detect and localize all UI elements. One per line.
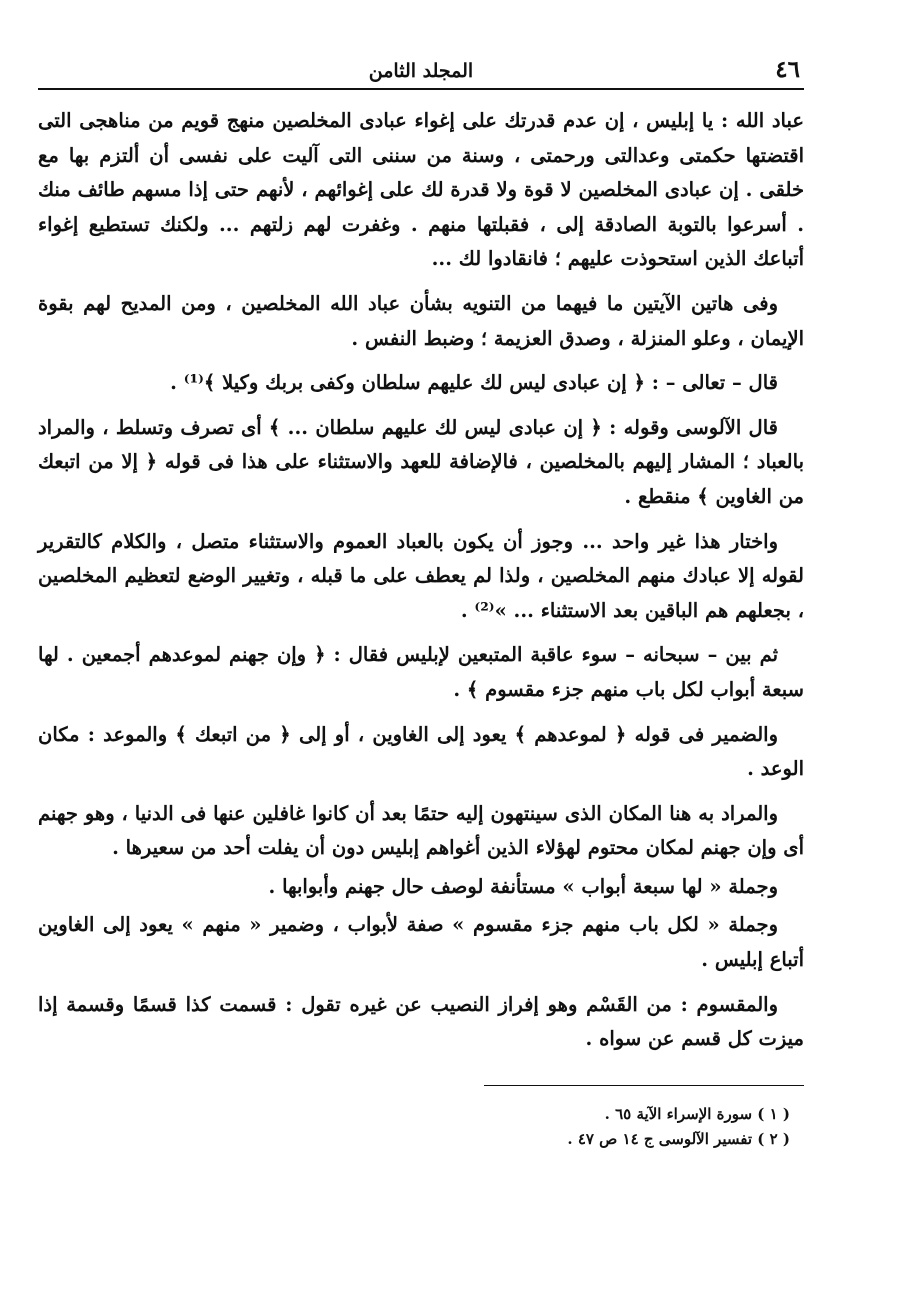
paragraph: والمراد به هنا المكان الذى سينتهون إليه حتمًا بعد أن كانوا غافلين عنها فى الدنيا ، وهو جهنم أى وإن جهنم لمكان محتوم لهؤلاء الذين أغواهم إبليس دون أن يفلت أحد من سعيرها .: [38, 801, 804, 860]
page-header: [38, 52, 804, 90]
footnote: ( ٢ ) تفسير الآلوسى ج ١٤ ص ٤٧ .: [567, 1129, 790, 1148]
paragraph: وفى هاتين الآيتين ما فيهما من التنويه بشأن عباد الله المخلصين ، ومن المديح لهم بقوة الإيمان ، وعلو المنزلة ، وصدق العزيمة ؛ وضبط النفس .: [38, 291, 804, 350]
paragraph: واختار هذا غير واحد ... وجوز أن يكون بالعباد العموم والاستثناء متصل ، والكلام كالتقرير لقوله إلا عبادك منهم المخلصين ، ولذا لم يعطف على ما قبله ، وتغيير الوضع لتعظيم المخلصين ، بجعلهم هم الباقين بعد الاستثناء ... »⁽²⁾ .: [38, 529, 804, 622]
footnotes: [38, 1102, 790, 1152]
paragraph: وجملة « لكل باب منهم جزء مقسوم » صفة لأبواب ، وضمير « منهم » يعود إلى الغاوين أتباع إبليس .: [38, 913, 804, 972]
footnote: ( ١ ) سورة الإسراء الآية ٦٥ .: [604, 1104, 790, 1123]
paragraph: عباد الله : يا إبليس ، إن عدم قدرتك على إغواء عبادى المخلصين منهج قويم من مناهجى التى اقتضتها حكمتى وعدالتى ورحمتى ، وسنة من سننى التى آليت على نفسى أن ألتزم بها مع خلقى . إن عبادى المخلصين لا قوة ولا قدرة لك على إغوائهم ، لأنهم حتى إذا مسهم طائف منك . أسرعوا بالتوبة الصادقة إلى ، فقبلتها منهم . وغفرت لهم زلتهم ... ولكنك تستطيع إغواء أتباعك الذين استحوذت عليهم ؛ فانقادوا لك ...: [38, 109, 804, 271]
paragraph: ثم بين – سبحانه – سوء عاقبة المتبعين لإبليس فقال : ﴿ وإن جهنم لموعدهم أجمعين . لها سبعة أبواب لكل باب منهم جزء مقسوم ﴾ .: [38, 643, 804, 701]
paragraph: والمقسوم : من القَسْم وهو إفراز النصيب عن غيره تقول : قسمت كذا قسمًا وقسمة إذا ميزت كل قسم عن سواه .: [38, 992, 804, 1051]
paragraph: وجملة « لها سبعة أبواب » مستأنفة لوصف حال جهنم وأبوابها .: [268, 874, 778, 898]
running-title: المجلد الثامن: [368, 60, 474, 82]
page-number: ٤٦: [775, 56, 800, 83]
paragraph: قال – تعالى – : ﴿ إن عبادى ليس لك عليهم سلطان وكفى بربك وكيلا ﴾⁽¹⁾ .: [170, 371, 778, 395]
document-page: [38, 52, 804, 1152]
footnote-divider: [484, 1085, 804, 1086]
paragraph: قال الآلوسى وقوله : ﴿ إن عبادى ليس لك عليهم سلطان ... ﴾ أى تصرف وتسلط ، والمراد بالعباد ؛ المشار إليهم بالمخلصين ، فالإضافة للعهد والاستثناء على هذا فى قوله ﴿ إلا من اتبعك من الغاوين ﴾ منقطع .: [38, 415, 804, 508]
body-text: [38, 104, 804, 1057]
paragraph: والضمير فى قوله ﴿ لموعدهم ﴾ يعود إلى الغاوين ، أو إلى ﴿ من اتبعك ﴾ والموعد : مكان الوعد .: [38, 722, 804, 781]
